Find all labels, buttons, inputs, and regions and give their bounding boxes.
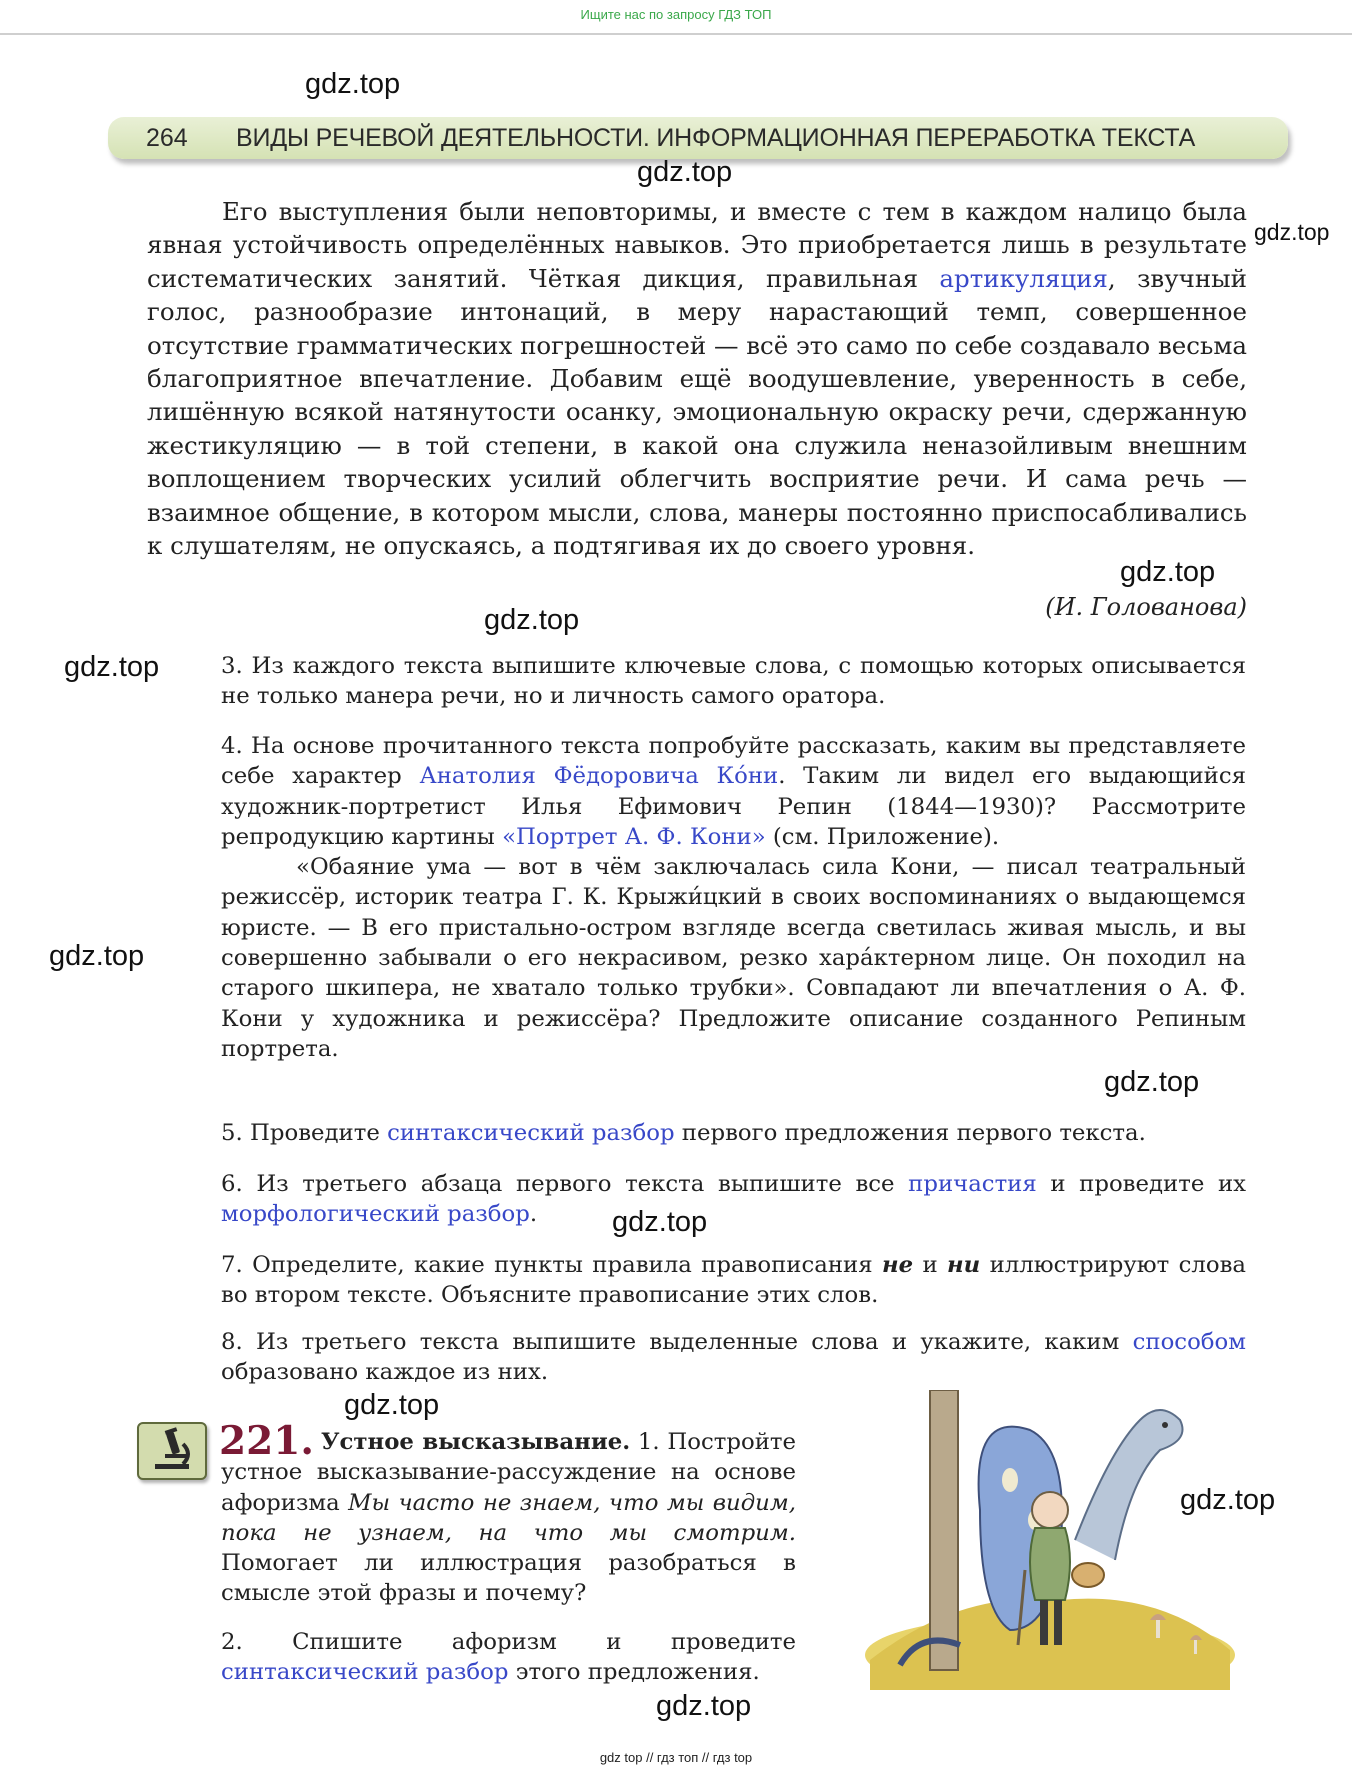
link-articulation[interactable]: артикуляция bbox=[939, 263, 1108, 293]
task-text: . Таким ли видел его выдающийся художник-портретист Илья Ефимович Репин (1844—1930)? Рассмотрите репродукцию картины bbox=[221, 763, 1246, 850]
microscope-icon bbox=[137, 1422, 207, 1480]
task-text: 6. Из третьего абзаца первого текста выпишите все bbox=[221, 1171, 909, 1197]
exercise-number: 221. bbox=[219, 1418, 314, 1464]
particle-ni: ни bbox=[947, 1252, 981, 1278]
watermark: gdz.top bbox=[656, 1690, 752, 1722]
top-banner: Ищите нас по запросу ГДЗ ТОП bbox=[0, 0, 1352, 35]
watermark: gdz.top bbox=[1104, 1066, 1200, 1098]
page-number: 264 bbox=[146, 124, 188, 152]
task-7 bbox=[221, 1250, 1246, 1311]
watermark: gdz.top bbox=[1120, 556, 1216, 588]
task-text: 5. Проведите bbox=[221, 1120, 388, 1146]
link-participles[interactable]: причастия bbox=[908, 1171, 1037, 1197]
exercise-text: 2. Спишите афоризм и проведите bbox=[221, 1629, 796, 1655]
task-text: первого предложения первого текста. bbox=[674, 1120, 1146, 1146]
task-4-quote: «Обаяние ума — вот в чём заключалась сила Кони, — писал театральный режиссёр, историк театра Г. К. Крыжи́цкий в своих воспоминаниях о выдающемся юристе. — В его пристально-остром взгляде всегда светилась живая мысль, и вы совершенно забывали о его некрасивом, резко хара́ктерном лице. Он походил на старого шкипера, не хватало только трубки». Совпадают ли впечатления о А. Ф. Кони у художника и режиссёра? Предложите описание созданного Репиным портрета. bbox=[221, 854, 1246, 1062]
task-text: (см. Приложение). bbox=[765, 823, 1000, 850]
task-6 bbox=[221, 1169, 1246, 1230]
watermark: gdz.top bbox=[1254, 219, 1330, 245]
aphorism: Мы часто не знаем, что мы видим, пока не узнаем, на что мы смотрим. bbox=[221, 1489, 796, 1546]
exercise-heading: Устное высказывание. bbox=[321, 1429, 631, 1455]
watermark: gdz.top bbox=[612, 1206, 708, 1238]
particle-ne: не bbox=[881, 1252, 914, 1278]
exercise-221-text bbox=[221, 1427, 796, 1609]
task-text: образовано каждое из них. bbox=[221, 1359, 549, 1386]
paragraph-text: , звучный голос, разнообразие интонаций, в меру нарастающий темп, совершенное отсутствие грамматических погрешностей — всё это само по себе создавало весьма благоприятное впечатление. Добавим ещё воодушевление, уверенность в себе, лишённую всякой натянутости осанку, эмоциональную окраску речи, сдержанную жестикуляцию — в той степени, в какой она служила неназойливым внешним воплощением творческих усилий облегчить восприятие речи. И сама речь — взаимное общение, в котором мысли, слова, манеры постоянно приспосабливались к слушателям, не опускаясь, а подтягивая их до своего уровня. bbox=[147, 263, 1247, 561]
link-syntax-analysis-2[interactable]: синтаксический разбор bbox=[221, 1659, 509, 1686]
task-text: 8. Из третьего текста выпишите выделенные слова и укажите, каким bbox=[221, 1329, 1133, 1355]
link-word-formation-method[interactable]: способом bbox=[1132, 1329, 1246, 1355]
paragraph-text: Его выступления были неповторимы, и вместе с тем в каждом налицо была явная устойчивость определённых навыков. Это приобретается лишь в результате систематических занятий. Чёткая дикция, правильная bbox=[147, 197, 1247, 293]
task-text: и bbox=[913, 1252, 948, 1278]
author-citation: (И. Голованова) bbox=[1045, 593, 1247, 621]
watermark: gdz.top bbox=[305, 68, 401, 100]
exercise-text: этого предложения. bbox=[508, 1659, 760, 1686]
task-text: 7. Определите, какие пункты правила правописания bbox=[221, 1252, 882, 1278]
task-5 bbox=[221, 1118, 1246, 1148]
link-syntax-analysis[interactable]: синтаксический разбор bbox=[387, 1120, 675, 1146]
task-8 bbox=[221, 1327, 1246, 1388]
page-header bbox=[108, 117, 1288, 159]
watermark: gdz.top bbox=[484, 604, 580, 636]
watermark: gdz.top bbox=[344, 1389, 440, 1421]
watermark: gdz.top bbox=[64, 651, 160, 683]
task-text: 4. На основе прочитанного текста попробуйте рассказать, каким вы представляете себе характер bbox=[221, 733, 1246, 790]
text-paragraph bbox=[147, 195, 1247, 562]
link-koni[interactable]: Анатолия Фёдоровича Ко́ни bbox=[419, 763, 779, 790]
link-morphology-analysis[interactable]: морфологический разбор bbox=[221, 1201, 530, 1228]
footer: gdz top // гдз топ // гдз top bbox=[599, 1750, 753, 1765]
task-text: и проведите их bbox=[1036, 1171, 1246, 1197]
illustration-old-man-forest bbox=[860, 1390, 1240, 1690]
exercise-text: Помогает ли иллюстрация разобраться в смысле этой фразы и почему? bbox=[221, 1550, 796, 1607]
watermark: gdz.top bbox=[637, 156, 733, 188]
link-portrait[interactable]: «Портрет А. Ф. Кони» bbox=[502, 823, 766, 850]
exercise-text: 1. Постройте устное высказывание-рассуждение на основе афоризма bbox=[221, 1429, 796, 1516]
task-text: иллюстрируют слова во втором тексте. Объясните правописание этих слов. bbox=[221, 1252, 1247, 1309]
task-3: 3. Из каждого текста выпишите ключевые слова, с помощью которых описывается не только манера речи, но и личность самого оратора. bbox=[221, 653, 1246, 710]
watermark: gdz.top bbox=[1180, 1484, 1276, 1516]
exercise-221-part2 bbox=[221, 1627, 796, 1688]
task-4 bbox=[221, 731, 1246, 1064]
watermark: gdz.top bbox=[49, 940, 145, 972]
task-text: . bbox=[529, 1201, 538, 1228]
section-title: ВИДЫ РЕЧЕВОЙ ДЕЯТЕЛЬНОСТИ. ИНФОРМАЦИОННАЯ ПЕРЕРАБОТКА ТЕКСТА bbox=[236, 124, 1196, 152]
